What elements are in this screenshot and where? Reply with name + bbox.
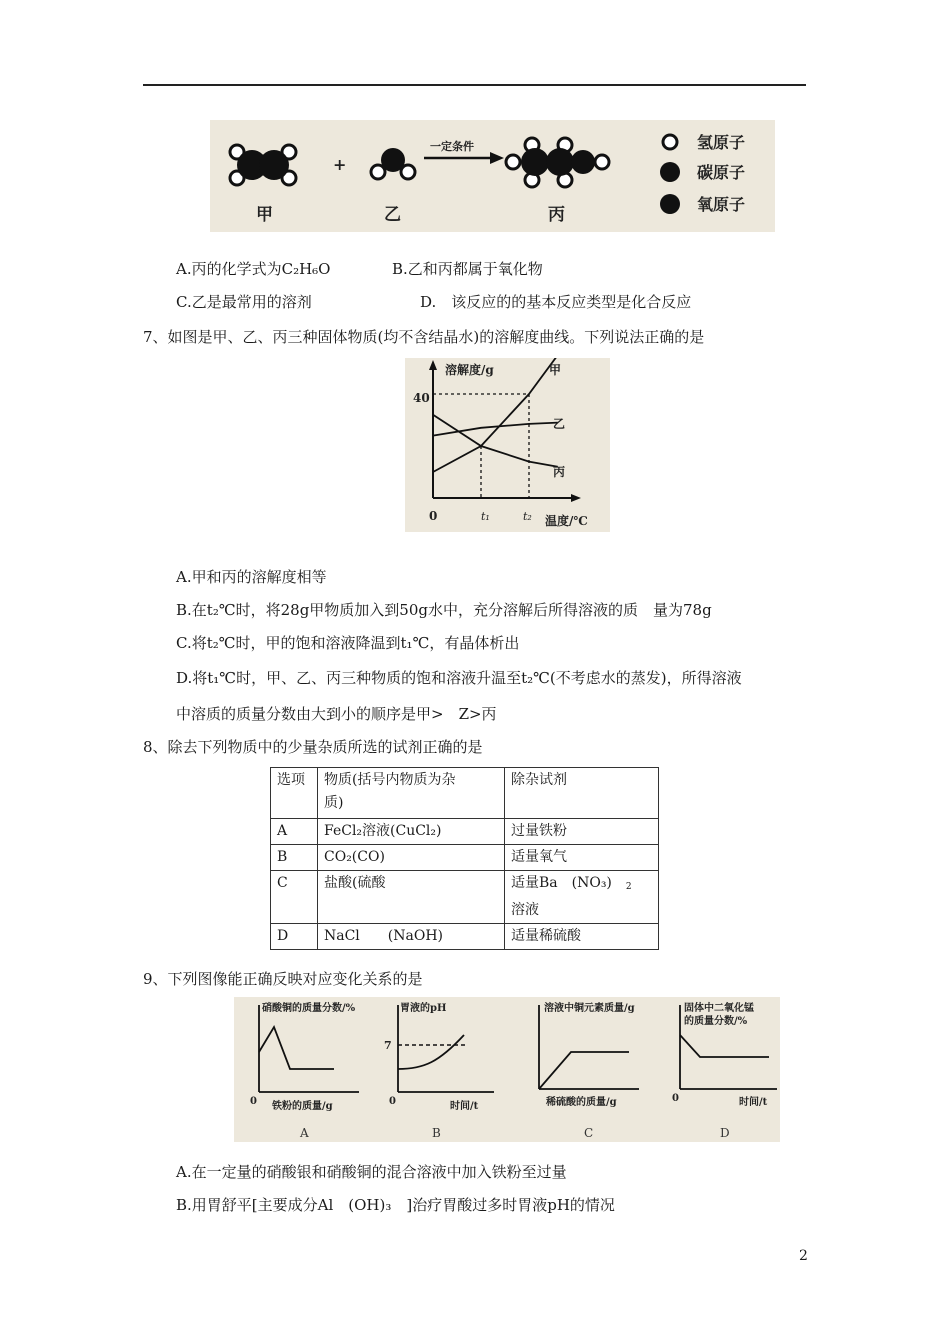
row-b-option: B bbox=[271, 845, 318, 871]
solubility-chart bbox=[405, 358, 610, 532]
graph-a-line bbox=[259, 1027, 334, 1069]
row-d-reagent: 适量稀硫酸 bbox=[505, 924, 659, 950]
x-tick-t1: t₁ bbox=[481, 510, 490, 523]
q6-option-d: D. 该反应的的基本反应类型是化合反应 bbox=[420, 293, 692, 311]
graph-d-line bbox=[680, 1035, 769, 1057]
reaction-figure bbox=[210, 120, 775, 232]
q7-option-c: C.将t₂℃时，甲的饱和溶液降温到t₁℃，有晶体析出 bbox=[176, 634, 520, 652]
x-axis-label: 温度/℃ bbox=[545, 514, 588, 528]
graph-d-ylabel-1: 固体中二氧化锰 bbox=[684, 1003, 754, 1014]
graph-a-origin: 0 bbox=[250, 1096, 257, 1107]
molecule-bing bbox=[506, 138, 609, 187]
reaction-diagram bbox=[210, 120, 775, 232]
graph-b-origin: 0 bbox=[389, 1096, 396, 1107]
series-label-bing: 丙 bbox=[553, 465, 566, 479]
q7-stem: 7、如图是甲、乙、丙三种固体物质(均不含结晶水)的溶解度曲线。下列说法正确的是 bbox=[143, 328, 705, 346]
graph-a-xlabel: 铁粉的质量/g bbox=[272, 1101, 333, 1112]
row-c-reagent-subscript: 2 bbox=[625, 882, 632, 892]
graph-a-tag: A bbox=[300, 1126, 309, 1140]
legend-hydrogen: 氢原子 bbox=[697, 133, 746, 152]
row-c-substance: 盐酸(硫酸 bbox=[318, 871, 505, 924]
q8-table bbox=[270, 767, 659, 950]
row-a-substance: FeCl₂溶液(CuCl₂) bbox=[318, 819, 505, 845]
legend-oxygen: 氧原子 bbox=[697, 195, 746, 214]
plus-sign: + bbox=[333, 155, 347, 174]
table-row bbox=[271, 924, 659, 950]
row-c-reagent bbox=[505, 871, 659, 924]
q6-option-c: C.乙是最常用的溶剂 bbox=[176, 293, 312, 311]
table-row bbox=[271, 871, 659, 924]
q7-option-d-line1: D.将t₁℃时，甲、乙、丙三种物质的饱和溶液升温至t₂℃(不考虑水的蒸发)，所得溶液 bbox=[176, 669, 742, 687]
row-c-option: C bbox=[271, 871, 318, 924]
q9-stem: 9、下列图像能正确反映对应变化关系的是 bbox=[143, 970, 423, 988]
graph-d-ylabel-2: 的质量分数/% bbox=[684, 1016, 748, 1027]
graph-d-tag: D bbox=[720, 1126, 730, 1140]
header-substance bbox=[318, 768, 505, 819]
header-option: 选项 bbox=[271, 768, 318, 819]
q9-graphs bbox=[234, 997, 780, 1142]
table-header-row bbox=[271, 768, 659, 819]
y-tick-40: 40 bbox=[413, 391, 430, 405]
x-axis-arrow bbox=[571, 494, 581, 502]
table-row bbox=[271, 819, 659, 845]
q6-option-a: A.丙的化学式为C₂H₆O bbox=[176, 260, 331, 278]
legend-carbon: 碳原子 bbox=[697, 163, 746, 182]
graph-b-ylabel: 胃液的pH bbox=[400, 1003, 447, 1014]
row-b-reagent: 适量氧气 bbox=[505, 845, 659, 871]
graph-a-ylabel: 硝酸铜的质量分数/% bbox=[262, 1003, 356, 1014]
row-a-reagent: 过量铁粉 bbox=[505, 819, 659, 845]
graph-c-ylabel: 溶液中铜元素质量/g bbox=[544, 1003, 635, 1014]
graph-b-xlabel: 时间/t bbox=[450, 1101, 479, 1112]
q9-option-b: B.用胃舒平[主要成分Al (OH)₃ ]治疗胃酸过多时胃液pH的情况 bbox=[176, 1196, 615, 1214]
x-tick-t2: t₂ bbox=[523, 510, 532, 523]
row-d-substance: NaCl (NaOH) bbox=[318, 924, 505, 950]
row-c-reagent-line1: 适量Ba (NO₃) bbox=[511, 875, 612, 891]
header-substance-line1: 物质(括号内物质为杂 bbox=[324, 772, 456, 788]
q9-graphs-svg bbox=[234, 997, 780, 1142]
q9-option-a: A.在一定量的硝酸银和硝酸铜的混合溶液中加入铁粉至过量 bbox=[176, 1163, 567, 1181]
graph-d-xlabel: 时间/t bbox=[739, 1097, 768, 1108]
label-yi: 乙 bbox=[384, 205, 401, 225]
q7-option-a: A.甲和丙的溶解度相等 bbox=[176, 568, 327, 586]
solubility-chart-svg bbox=[405, 358, 610, 532]
row-a-option: A bbox=[271, 819, 318, 845]
molecule-yi bbox=[371, 148, 415, 179]
q6-option-b: B.乙和丙都属于氧化物 bbox=[392, 260, 543, 278]
graph-b-tag: B bbox=[432, 1126, 441, 1140]
reaction-arrow bbox=[424, 139, 504, 164]
arrow-condition: 一定条件 bbox=[430, 140, 474, 153]
graph-b bbox=[384, 1001, 494, 1140]
row-b-substance: CO₂(CO) bbox=[318, 845, 505, 871]
graph-c-tag: C bbox=[584, 1126, 594, 1140]
table-row bbox=[271, 845, 659, 871]
graph-b-curve bbox=[398, 1035, 464, 1069]
header-reagent: 除杂试剂 bbox=[505, 768, 659, 819]
graph-c-line bbox=[539, 1052, 629, 1089]
graph-b-ytick: 7 bbox=[384, 1039, 392, 1052]
atom-legend bbox=[660, 133, 745, 214]
origin-label: 0 bbox=[429, 509, 438, 523]
label-bing: 丙 bbox=[548, 205, 565, 225]
page-number: 2 bbox=[799, 1248, 808, 1264]
header-rule bbox=[143, 84, 806, 86]
row-d-option: D bbox=[271, 924, 318, 950]
q7-option-b: B.在t₂℃时，将28g甲物质加入到50g水中，充分溶解后所得溶液的质 量为78g bbox=[176, 601, 712, 619]
graph-c-xlabel: 稀硫酸的质量/g bbox=[546, 1097, 617, 1108]
graph-a bbox=[250, 1001, 359, 1140]
series-label-jia: 甲 bbox=[549, 363, 562, 377]
row-c-reagent-line2: 溶液 bbox=[511, 902, 539, 918]
graph-d-origin: 0 bbox=[672, 1093, 679, 1104]
q8-stem: 8、除去下列物质中的少量杂质所选的试剂正确的是 bbox=[143, 738, 483, 756]
graph-c bbox=[530, 1001, 639, 1140]
header-substance-line2: 质) bbox=[324, 795, 344, 811]
q7-option-d-line2: 中溶质的质量分数由大到小的顺序是甲> Z>丙 bbox=[176, 705, 497, 723]
molecule-jia bbox=[230, 145, 296, 185]
y-axis-arrow bbox=[429, 360, 437, 370]
series-label-yi: 乙 bbox=[553, 417, 566, 431]
y-axis-label: 溶解度/g bbox=[445, 363, 494, 377]
label-jia: 甲 bbox=[256, 205, 273, 225]
graph-d bbox=[672, 1001, 777, 1140]
